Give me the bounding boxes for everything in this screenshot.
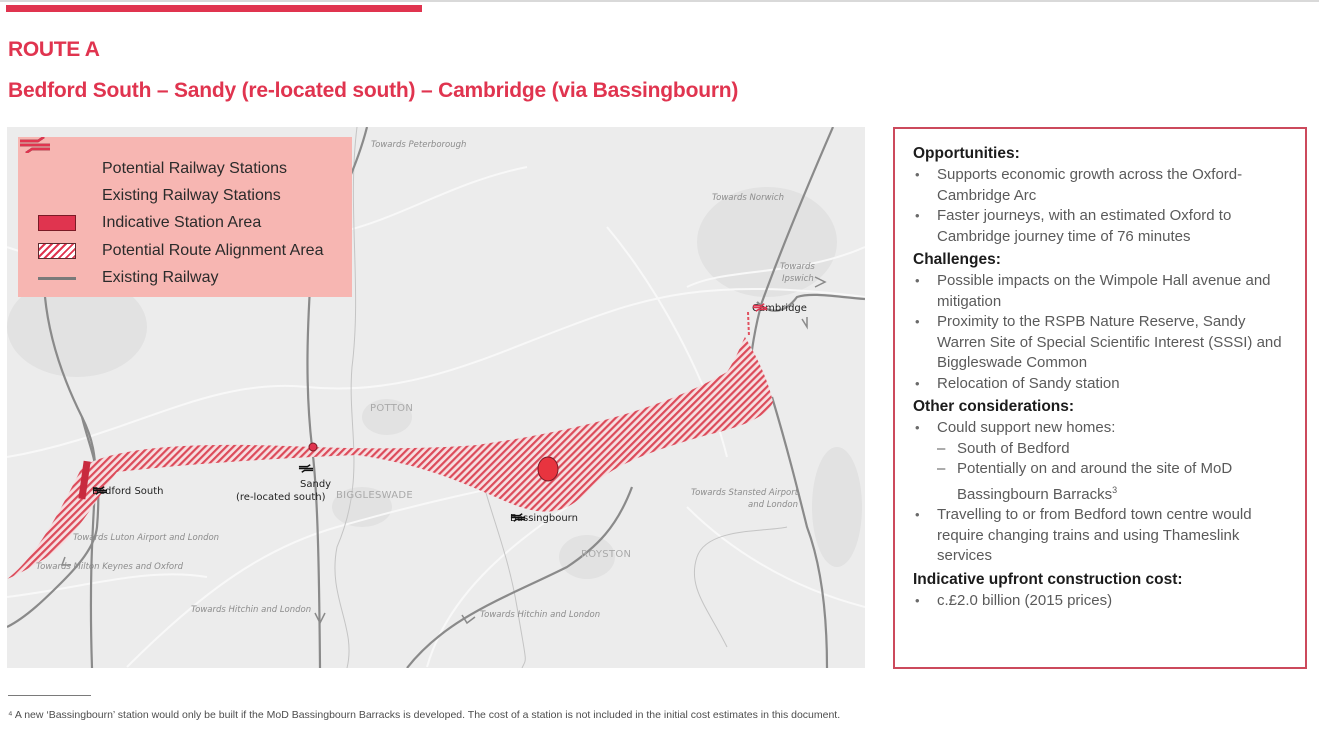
cost-section xyxy=(913,571,1287,612)
route-alignment-icon xyxy=(38,241,78,261)
label-towards-stansted-line1: Towards Stansted Airport xyxy=(691,488,799,498)
opportunity-item: • Faster journeys, with an estimated Oxford to Cambridge journey time of 76 minutes xyxy=(913,206,1287,247)
label-towards-stansted-line2: and London xyxy=(748,500,798,510)
label-towards-hitchin-west: Towards Hitchin and London xyxy=(191,605,312,615)
legend-item-potential-station: Potential Railway Stations xyxy=(38,155,352,182)
other-considerations-section xyxy=(913,398,1287,567)
station-bassingbourn: Bassingbourn xyxy=(510,513,578,524)
consideration-item: • Could support new homes: – South of Bedford – Potentially on and around the site of MoD Bassingbourn Barracks$^3$ xyxy=(913,418,1287,505)
footnote-text: A new ‘Bassingbourn’ station would only be built if the MoD Bassingbourn Barracks is developed. The cost of a station is not included in the initial cost estimates in this document. xyxy=(14,709,841,721)
station-area-icon xyxy=(38,213,78,233)
label-towards-peterborough: Towards Peterborough xyxy=(371,140,467,150)
label-towards-norwich: Towards Norwich xyxy=(712,193,784,203)
station-bedford-south: Bedford South xyxy=(92,486,164,497)
cost-heading: Indicative upfront construction cost: xyxy=(913,570,1183,588)
station-sandy-note: (re-located south) xyxy=(236,492,326,503)
route-label: ROUTE A xyxy=(8,38,100,61)
route-info-panel xyxy=(893,127,1307,669)
potential-station-icon xyxy=(92,486,108,495)
legend-item-existing-railway: Existing Railway xyxy=(38,265,352,292)
challenge-item: • Relocation of Sandy station xyxy=(913,374,1287,395)
legend-item-route-alignment: Potential Route Alignment Area xyxy=(38,237,352,264)
route-map xyxy=(7,127,865,668)
cost-item: • c.£2.0 billion (2015 prices) xyxy=(913,591,1287,612)
potential-station-icon xyxy=(38,159,78,179)
opportunity-item: • Supports economic growth across the Oxford-Cambridge Arc xyxy=(913,165,1287,206)
challenge-item: • Proximity to the RSPB Nature Reserve, Sandy Warren Site of Special Scientific Interest (SSSI) and Biggleswade Common xyxy=(913,312,1287,374)
top-rule xyxy=(0,0,1319,2)
opportunities-section xyxy=(913,145,1287,247)
opportunities-heading: Opportunities: xyxy=(913,145,1020,162)
label-towards-ipswich-line1: Towards xyxy=(780,262,815,272)
town-royston: ROYSTON xyxy=(581,549,632,560)
consideration-subitem: – Potentially on and around the site of MoD Bassingbourn Barracks$^3$ xyxy=(937,459,1287,505)
challenges-section xyxy=(913,251,1287,394)
existing-station-icon xyxy=(752,303,768,312)
legend-item-existing-station: Existing Railway Stations xyxy=(38,182,352,209)
other-considerations-heading: Other considerations: xyxy=(913,398,1075,415)
indicative-station-area-bassingbourn xyxy=(538,457,558,481)
existing-station-icon xyxy=(38,186,78,206)
challenge-item: • Possible impacts on the Wimpole Hall avenue and mitigation xyxy=(913,271,1287,312)
footnote xyxy=(8,709,840,721)
town-biggleswade: BIGGLESWADE xyxy=(336,490,414,501)
footnote-rule xyxy=(8,695,91,696)
challenges-heading: Challenges: xyxy=(913,251,1001,268)
legend-item-station-area: Indicative Station Area xyxy=(38,210,352,237)
map-legend xyxy=(18,137,352,297)
consideration-subitem: – South of Bedford xyxy=(937,439,1287,460)
consideration-item: • Travelling to or from Bedford town centre would require changing trains and using Thameslink services xyxy=(913,505,1287,567)
label-towards-milton-keynes: Towards Milton Keynes and Oxford xyxy=(36,562,183,572)
label-towards-hitchin-east: Towards Hitchin and London xyxy=(480,610,601,620)
sandy-station-marker xyxy=(309,443,317,451)
station-cambridge: Cambridge xyxy=(752,303,807,314)
station-sandy-name: Sandy xyxy=(300,479,332,490)
label-towards-ipswich-line2: Ipswich xyxy=(782,274,814,284)
footnote-marker: ⁴ xyxy=(8,709,13,721)
existing-railway-icon xyxy=(38,268,78,288)
accent-bar xyxy=(6,5,422,12)
label-towards-luton: Towards Luton Airport and London xyxy=(73,533,220,543)
footnote-ref: 3 xyxy=(1112,484,1118,495)
route-title: Bedford South – Sandy (re-located south) – Cambridge (via Bassingbourn) xyxy=(8,79,739,102)
potential-station-icon xyxy=(510,513,526,522)
town-potton: POTTON xyxy=(370,403,414,414)
